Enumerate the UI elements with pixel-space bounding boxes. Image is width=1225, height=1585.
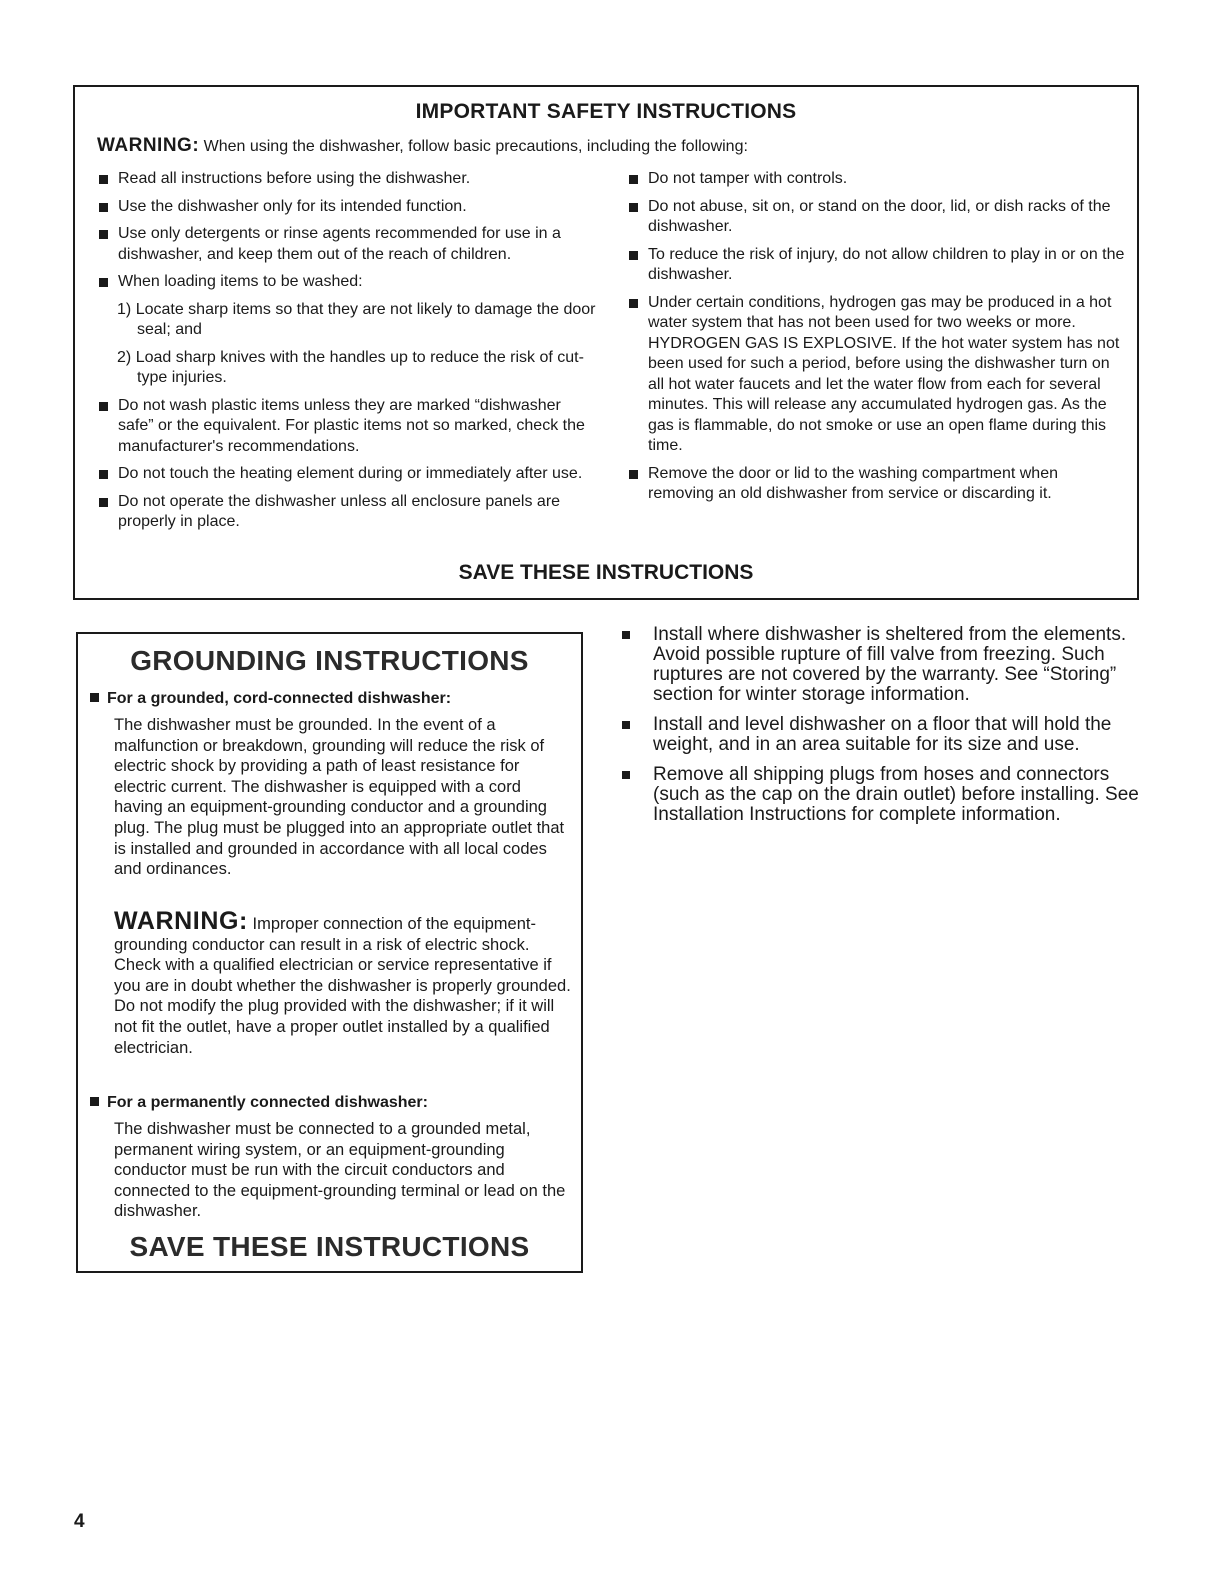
grounding-subheading-permanent: For a permanently connected dishwasher:: [90, 1094, 428, 1112]
grounding-subheading-cord: For a grounded, cord-connected dishwasher:: [90, 690, 451, 708]
installation-list: [622, 625, 1142, 835]
list-item: Do not touch the heating element during or immediately after use.: [97, 464, 597, 485]
bullet-icon: [99, 278, 108, 287]
numbered-item: 1) Locate sharp items so that they are not likely to damage the door seal; and: [117, 300, 596, 338]
list-item: Install where dishwasher is sheltered from the elements. Avoid possible rupture of fill valve from freezing. Such ruptures are not covered by the warranty. See “Storing” section for winter storage information.: [622, 625, 1142, 705]
bullet-icon: [99, 402, 108, 411]
save-instructions-heading: SAVE THESE INSTRUCTIONS: [129, 1231, 530, 1262]
list-item: Use the dishwasher only for its intended function.: [97, 197, 597, 218]
bullet-icon: [90, 693, 99, 702]
grounding-paragraph-cord: The dishwasher must be grounded. In the event of a malfunction or breakdown, grounding will reduce the risk of electric shock by providing a path of least resistance for electric current. The dishwasher is equipped with a cord having an equipment-grounding conductor and a grounding plug. The plug must be plugged into an appropriate outlet that is installed and grounded in accordance with all local codes and ordinances.: [114, 716, 565, 879]
bullet-icon: [622, 631, 630, 639]
bullet-icon: [629, 470, 638, 479]
warning-text: Improper connection of the equipment-grounding conductor can result in a risk of electric shock. Check with a qualified electrician or service representative if you are in doubt whether the dishwasher is properly grounded. Do not modify the plug provided with the dishwasher; if it will not fit the outlet, have a proper outlet installed by a qualified electrician.: [114, 915, 571, 1057]
list-item: Remove all shipping plugs from hoses and connectors (such as the cap on the drain outlet) before installing. See Installation Instructions for complete information.: [622, 765, 1142, 825]
safety-right-column: [627, 169, 1127, 512]
list-item: When loading items to be washed:: [97, 272, 597, 293]
warning-label: WARNING:: [97, 135, 200, 156]
list-item: Use only detergents or rinse agents recommended for use in a dishwasher, and keep them out of the reach of children.: [97, 224, 597, 265]
safety-left-column: [97, 169, 597, 540]
bullet-icon: [622, 721, 630, 729]
bullet-icon: [99, 230, 108, 239]
bullet-icon: [629, 251, 638, 260]
safety-instructions-box: [73, 85, 1139, 600]
bullet-icon: [99, 203, 108, 212]
list-item: Do not tamper with controls.: [627, 169, 1127, 190]
bullet-icon: [99, 498, 108, 507]
list-item: Under certain conditions, hydrogen gas may be produced in a hot water system that has not been used for two weeks or more. HYDROGEN GAS IS EXPLOSIVE. If the hot water system has not been used for such a period, before using the dishwasher turn on all hot water faucets and let the water flow from each for several minutes. This will release any accumulated hydrogen gas. As the gas is flammable, do not smoke or use an open flame during this time.: [627, 293, 1127, 457]
grounding-instructions-box: [76, 632, 583, 1273]
safety-warning: [97, 135, 748, 157]
list-item: Do not operate the dishwasher unless all enclosure panels are properly in place.: [97, 492, 597, 533]
list-item: Install and level dishwasher on a floor that will hold the weight, and in an area suitable for its size and use.: [622, 715, 1142, 755]
bullet-icon: [99, 470, 108, 479]
bullet-icon: [90, 1097, 99, 1106]
warning-text: When using the dishwasher, follow basic precautions, including the following:: [203, 138, 748, 155]
list-item: Read all instructions before using the dishwasher.: [97, 169, 597, 190]
bullet-icon: [622, 771, 630, 779]
grounding-paragraph-permanent: The dishwasher must be connected to a grounded metal, permanent wiring system, or an equipment-grounding conductor must be run with the circuit conductors and connected to the equipment-grounding terminal or lead on the dishwasher.: [114, 1120, 566, 1221]
grounding-title: GROUNDING INSTRUCTIONS: [130, 645, 529, 676]
grounding-warning: [114, 907, 576, 1058]
list-item: To reduce the risk of injury, do not allow children to play in or on the dishwasher.: [627, 245, 1127, 286]
bullet-icon: [629, 175, 638, 184]
bullet-icon: [629, 203, 638, 212]
numbered-item: 2) Load sharp knives with the handles up to reduce the risk of cut-type injuries.: [117, 348, 584, 386]
bullet-icon: [629, 299, 638, 308]
warning-label: WARNING:: [114, 907, 248, 935]
list-item: Do not abuse, sit on, or stand on the door, lid, or dish racks of the dishwasher.: [627, 197, 1127, 238]
list-item: Do not wash plastic items unless they are marked “dishwasher safe” or the equivalent. For plastic items not so marked, check the manufacturer's recommendations.: [97, 396, 597, 458]
save-instructions-heading: SAVE THESE INSTRUCTIONS: [458, 561, 754, 584]
page-number: 4: [74, 1511, 85, 1532]
list-item: Remove the door or lid to the washing compartment when removing an old dishwasher from service or discarding it.: [627, 464, 1127, 505]
safety-title: IMPORTANT SAFETY INSTRUCTIONS: [415, 100, 797, 123]
bullet-icon: [99, 175, 108, 184]
